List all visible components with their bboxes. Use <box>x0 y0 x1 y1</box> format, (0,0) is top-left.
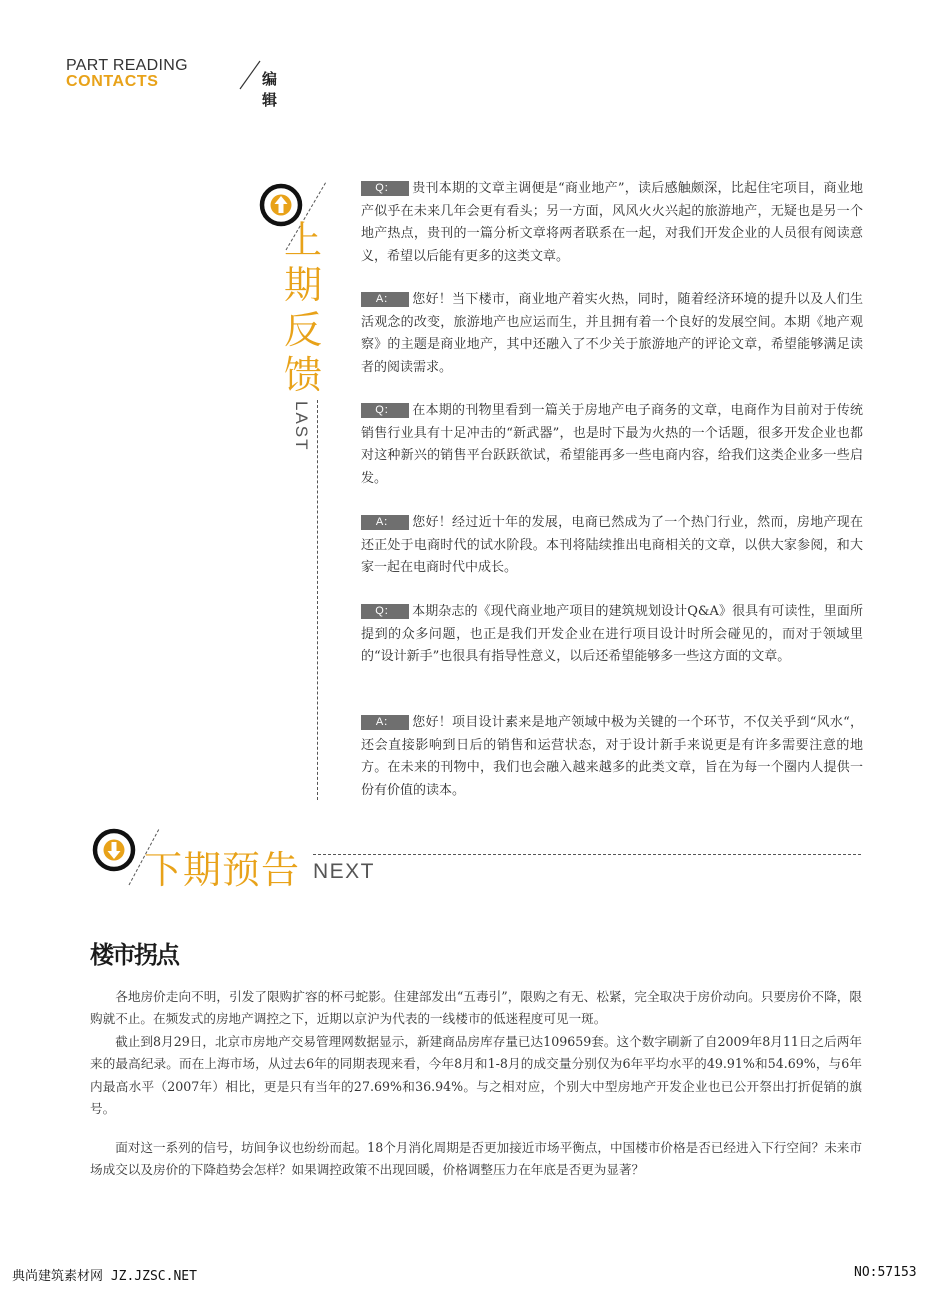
header-contacts: CONTACTS <box>66 73 159 90</box>
title-char: 期 <box>283 263 322 307</box>
qa-question-3 <box>361 601 863 669</box>
q-badge: Q： <box>361 604 409 619</box>
q-badge: Q： <box>361 403 409 418</box>
qa-text: 贵刊本期的文章主调便是“商业地产”，读后感触颇深，比起住宅项目，商业地产似乎在未来几年会更有看头；另一方面，风风火火兴起的旅游地产，无疑也是另一个地产热点，贵刊的一篇分析文章将两者联系在一起，对我们开发企业的人员很有阅读意义，希望以后能有更多的这类文章。 <box>361 181 863 264</box>
slash-divider-icon <box>236 60 262 90</box>
a-badge: A： <box>361 715 409 730</box>
horizontal-dashed-divider <box>313 854 861 855</box>
qa-question-1 <box>361 178 863 268</box>
title-char: 馈 <box>283 353 322 397</box>
title-char: 上 <box>283 218 322 262</box>
section-header <box>66 57 278 109</box>
last-issue-title <box>282 218 324 398</box>
next-issue-title: 下期预告 <box>144 848 301 892</box>
qa-answer-2 <box>361 512 863 580</box>
footer-site-watermark: 典尚建筑素材网 JZ.JZSC.NET <box>12 1269 197 1284</box>
q-badge: Q： <box>361 181 409 196</box>
vertical-dashed-divider <box>317 400 318 800</box>
qa-text: 本期杂志的《现代商业地产项目的建筑规划设计Q&A》很具有可读性，里面所提到的众多问题，也正是我们开发企业在进行项目设计时所会碰见的，而对于领域里的“设计新手”也很具有指导性意义，以后还希望能够多一些这方面的文章。 <box>361 604 863 665</box>
a-badge: A： <box>361 292 409 307</box>
title-char: 反 <box>283 308 322 352</box>
qa-answer-3 <box>361 712 863 802</box>
footer-number: NO:57153 <box>854 1265 917 1280</box>
qa-text: 您好！当下楼市，商业地产着实火热，同时，随着经济环境的提升以及人们生活观念的改变，旅游地产也应运而生，并且拥有着一个良好的发展空间。本期《地产观察》的主题是商业地产，其中还融入了不少关于旅游地产的评论文章，希望能够满足读者的阅读需求。 <box>361 292 863 375</box>
qa-answer-1 <box>361 289 863 379</box>
header-part-reading: PART READING <box>66 57 188 74</box>
article-title: 楼市拐点 <box>90 941 178 969</box>
article-paragraph-3: 面对这一系列的信号，坊间争议也纷纷而起。18个月消化周期是否更加接近市场平衡点，中国楼市价格是否已经进入下行空间？未来市场成交以及房价的下降趋势会怎样？如果调控政策不出现回暖，价格调整压力在年底是否更为显著？ <box>90 1140 862 1178</box>
article-paragraph-1: 各地房价走向不明，引发了限购扩容的杯弓蛇影。住建部发出“五毒引”，限购之有无、松紧，完全取决于房价动向。只要房价不降，限购就不止。在频发式的房地产调控之下，近期以京沪为代表的一线楼市的低迷程度可见一斑。 <box>90 989 862 1027</box>
last-issue-en-label <box>290 400 310 470</box>
qa-text: 您好！经过近十年的发展，电商已然成为了一个热门行业，然而，房地产现在还正处于电商时代的试水阶段。本刊将陆续推出电商相关的文章，以供大家参阅，和大家一起在电商时代中成长。 <box>361 515 863 576</box>
article-paragraph-2: 截止到8月29日，北京市房地产交易管理网数据显示，新建商品房库存量已达109659套。这个数字刷新了自2009年8月11日之后两年来的最高纪录。而在上海市场，从过去6年的同期表现来看，今年8月和1-8月的成交量分别仅为6年平均水平的49.91%和54.69%，与6年内最高水平（2007年）相比，更是只有当年的27.69%和36.94%。与之相对应，个别大中型房地产开发企业也已公开祭出打折促销的旗号。 <box>90 1034 862 1117</box>
header-editor-label: 编辑 <box>262 70 278 109</box>
qa-text: 您好！项目设计素来是地产领域中极为关键的一个环节，不仅关乎到“风水“，还会直接影响到日后的销售和运营状态，对于设计新手来说更是有许多需要注意的地方。在未来的刊物中，我们也会融入越来越多的此类文章，旨在为每一个圈内人提供一份有价值的读本。 <box>361 715 863 798</box>
a-badge: A： <box>361 515 409 530</box>
last-en-text: LAST <box>292 401 311 452</box>
next-issue-en-label: NEXT <box>313 860 376 883</box>
qa-question-2 <box>361 400 863 490</box>
qa-text: 在本期的刊物里看到一篇关于房地产电子商务的文章，电商作为目前对于传统销售行业具有十足冲击的“新武器”，也是时下最为火热的一个话题，很多开发企业也都对这种新兴的销售平台跃跃欲试，希望能再多一些电商内容，给我们这类企业多一些启发。 <box>361 403 863 486</box>
